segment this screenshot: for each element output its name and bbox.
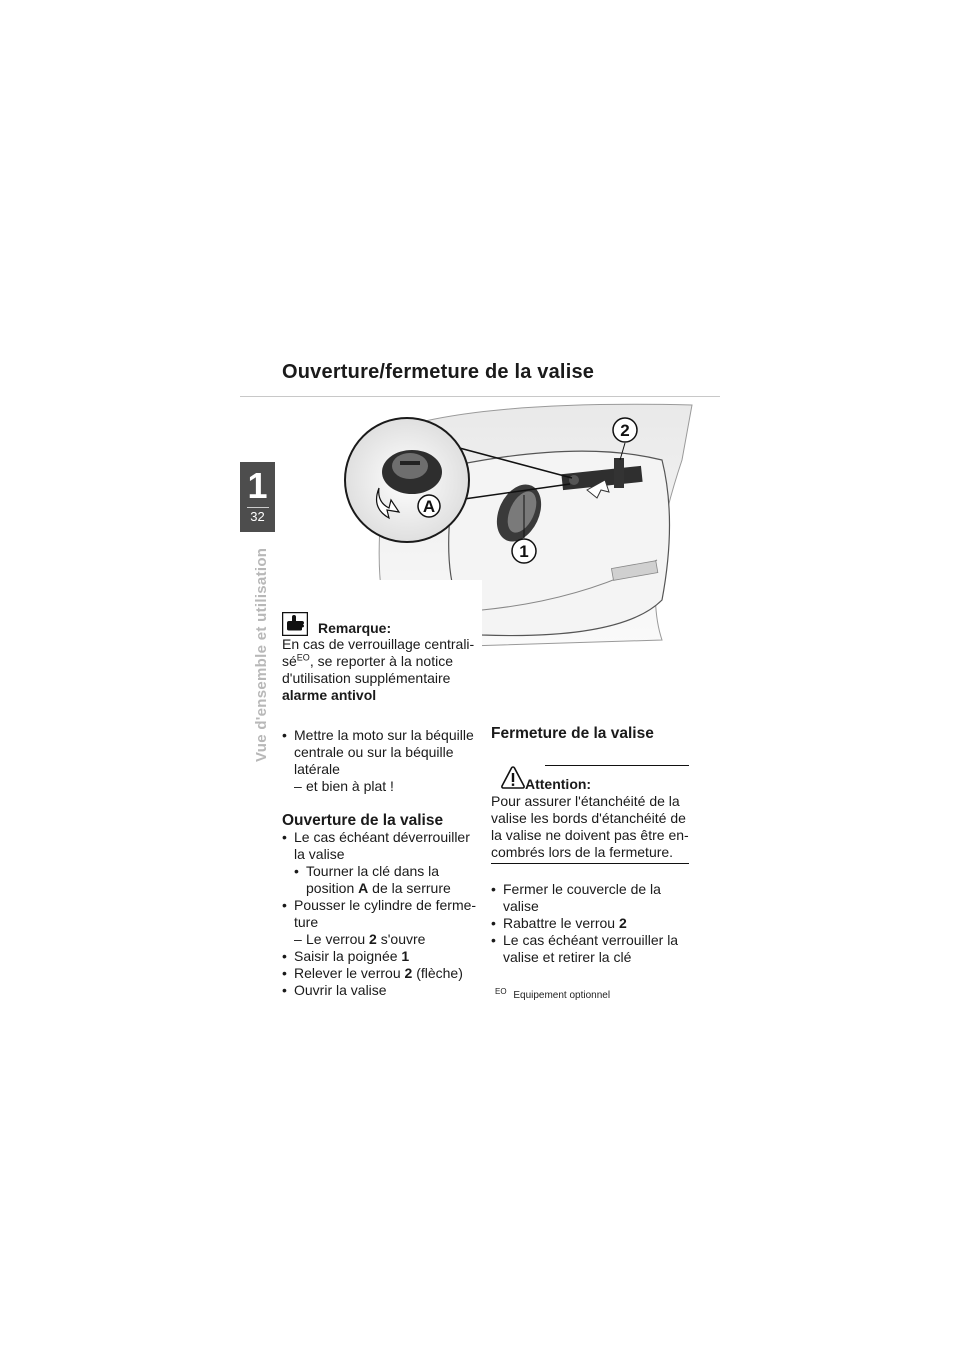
page-number: 32 xyxy=(250,509,265,524)
label-2: 2 xyxy=(620,421,630,440)
attention-block xyxy=(491,764,689,864)
chapter-number: 1 xyxy=(247,465,268,506)
remark-line-4: alarme antivol xyxy=(282,687,377,703)
closing-heading: Fermeture de la valise xyxy=(491,725,654,742)
remark-heading: Remarque: xyxy=(318,620,392,636)
footnote-text: Equipement optionnel xyxy=(513,990,611,1002)
warning-triangle-icon xyxy=(501,765,525,789)
remark-line-3: d'utilisation supplémentaire xyxy=(282,670,451,686)
list-item: • Saisir la poignée 1 xyxy=(282,948,478,965)
prep-list xyxy=(282,727,478,795)
list-subitem: – Le verrou 2 s'ouvre xyxy=(282,931,478,948)
list-item: • Pousser le cylindre de ferme-ture xyxy=(282,897,478,931)
footnote-mark: EO xyxy=(495,987,507,996)
list-subitem: – et bien à plat ! xyxy=(282,778,478,795)
list-item: • Relever le verrou 2 (flèche) xyxy=(282,965,478,982)
list-item: • Mettre la moto sur la béquille centrale ou sur la béquille latérale xyxy=(282,727,478,778)
remark-block xyxy=(282,612,482,704)
remark-line-1: En cas de verrouillage centrali- xyxy=(282,636,475,652)
footnote xyxy=(495,987,610,1001)
hand-pointing-note-icon xyxy=(282,612,308,636)
attention-heading: Attention: xyxy=(525,776,592,792)
closing-list xyxy=(491,881,687,966)
chapter-tab xyxy=(240,462,275,532)
closing-section xyxy=(491,725,691,743)
attention-divider xyxy=(491,863,689,864)
list-item: • Rabattre le verrou 2 xyxy=(491,915,687,932)
attention-text: Pour assurer l'étanchéité de la valise les bords d'étanchéité de la valise ne doivent pas être en-combrés lors de la fermeture. xyxy=(491,793,689,860)
list-item: • Fermer le couvercle de la valise xyxy=(491,881,687,915)
page-title: Ouverture/fermeture de la valise xyxy=(282,361,595,383)
title-divider xyxy=(240,396,720,397)
opening-heading: Ouverture de la valise xyxy=(282,812,444,829)
list-subitem: • Tourner la clé dans la position A de la serrure xyxy=(282,863,478,897)
list-item: • Ouvrir la valise xyxy=(282,982,478,999)
label-a: A xyxy=(422,497,436,516)
list-item: • Le cas échéant verrouiller la valise et retirer la clé xyxy=(491,932,687,966)
opening-section xyxy=(282,812,478,999)
chapter-side-title: Vue d'ensemble et utilisation xyxy=(253,548,270,763)
list-item: • Le cas échéant déverrouiller la valise xyxy=(282,829,478,863)
label-1: 1 xyxy=(519,542,529,561)
remark-line-2: $sé^{EO}$, se reporter à la notice xyxy=(282,652,453,669)
